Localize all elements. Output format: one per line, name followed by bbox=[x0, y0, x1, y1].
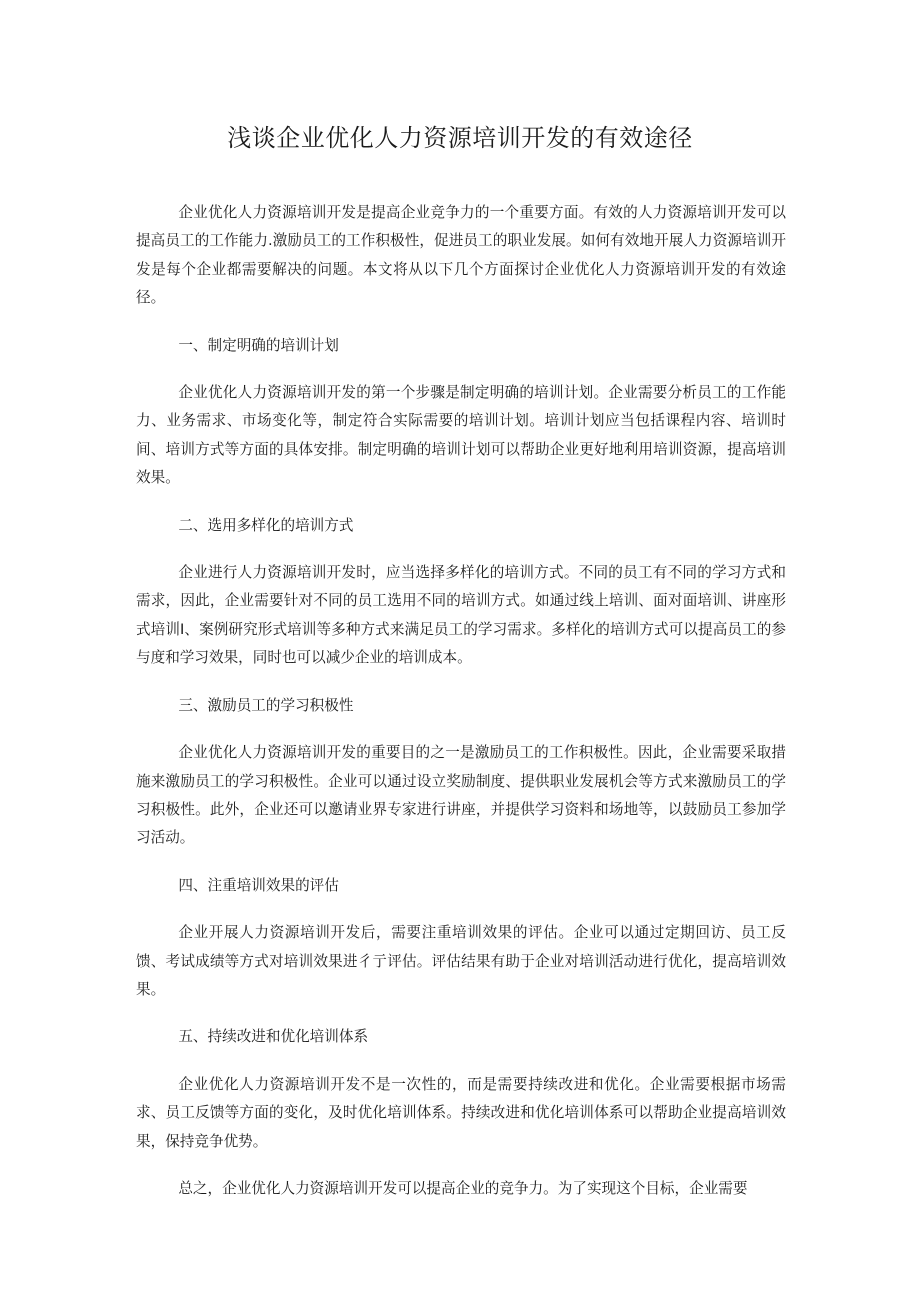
section-heading-2: 二、选用多样化的培训方式 bbox=[178, 516, 354, 534]
section-paragraph-1: 企业优化人力资源培训开发的第一个步骤是制定明确的培训计划。企业需要分析员工的工作能力、业务需求、市场变化等，制定符合实际需要的培训计划。培训计划应当包括课程内容、培训时间、培训方式等方面的具体安排。制定明确的培训计划可以帮助企业更好地利用培训资源，提高培训效果。 bbox=[136, 384, 786, 487]
section-paragraph-2: 企业进行人力资源培训开发时，应当选择多样化的培训方式。不同的员工有不同的学习方式和需求，因此，企业需要针对不同的员工选用不同的培训方式。如通过线上培训、面对面培训、讲座形式培训I、案例研究形式培训等多种方式来满足员工的学习需求。多样化的培训方式可以提高员工的参与度和学习效果，同时也可以减少企业的培训成本。 bbox=[136, 564, 786, 667]
section-heading-3: 三、激励员工的学习积极性 bbox=[178, 696, 354, 714]
section-heading-5: 五、持续改进和优化培训体系 bbox=[178, 1028, 369, 1046]
document-title: 浅谈企业优化人力资源培训开发的有效途径 bbox=[227, 124, 693, 152]
intro-paragraph: 企业优化人力资源培训开发是提高企业竞争力的一个重要方面。有效的人力资源培训开发可以提高员工的工作能力.激励员工的工作积极性，促进员工的职业发展。如何有效地开展人力资源培训开发是每个企业都需要解决的问题。本文将从以下几个方面探讨企业优化人力资源培训开发的有效途径。 bbox=[136, 204, 786, 307]
section-heading-4: 四、注重培训效果的评估 bbox=[178, 876, 339, 894]
conclusion-paragraph: 总之，企业优化人力资源培训开发可以提高企业的竞争力。为了实现这个目标，企业需要 bbox=[178, 1179, 748, 1197]
section-paragraph-3: 企业优化人力资源培训开发的重要目的之一是激励员工的工作积极性。因此，企业需要采取措施来激励员工的学习积极性。企业可以通过设立奖励制度、提供职业发展机会等方式来激励员工的学习积极性。此外，企业还可以邀请业界专家进行讲座，并提供学习资料和场地等，以鼓励员工参加学习活动。 bbox=[136, 744, 786, 847]
document-body bbox=[136, 199, 786, 1222]
section-paragraph-4: 企业开展人力资源培训开发后，需要注重培训效果的评估。企业可以通过定期回访、员工反馈、考试成绩等方式对培训效果进彳亍评估。评估结果有助于企业对培训活动进行优化，提高培训效果。 bbox=[136, 924, 786, 998]
section-heading-1: 一、制定明确的培训计划 bbox=[178, 336, 339, 354]
section-paragraph-5: 企业优化人力资源培训开发不是一次性的，而是需要持续改进和优化。企业需要根据市场需求、员工反馈等方面的变化，及时优化培训体系。持续改进和优化培训体系可以帮助企业提高培训效果，保持竞争优势。 bbox=[136, 1075, 786, 1150]
